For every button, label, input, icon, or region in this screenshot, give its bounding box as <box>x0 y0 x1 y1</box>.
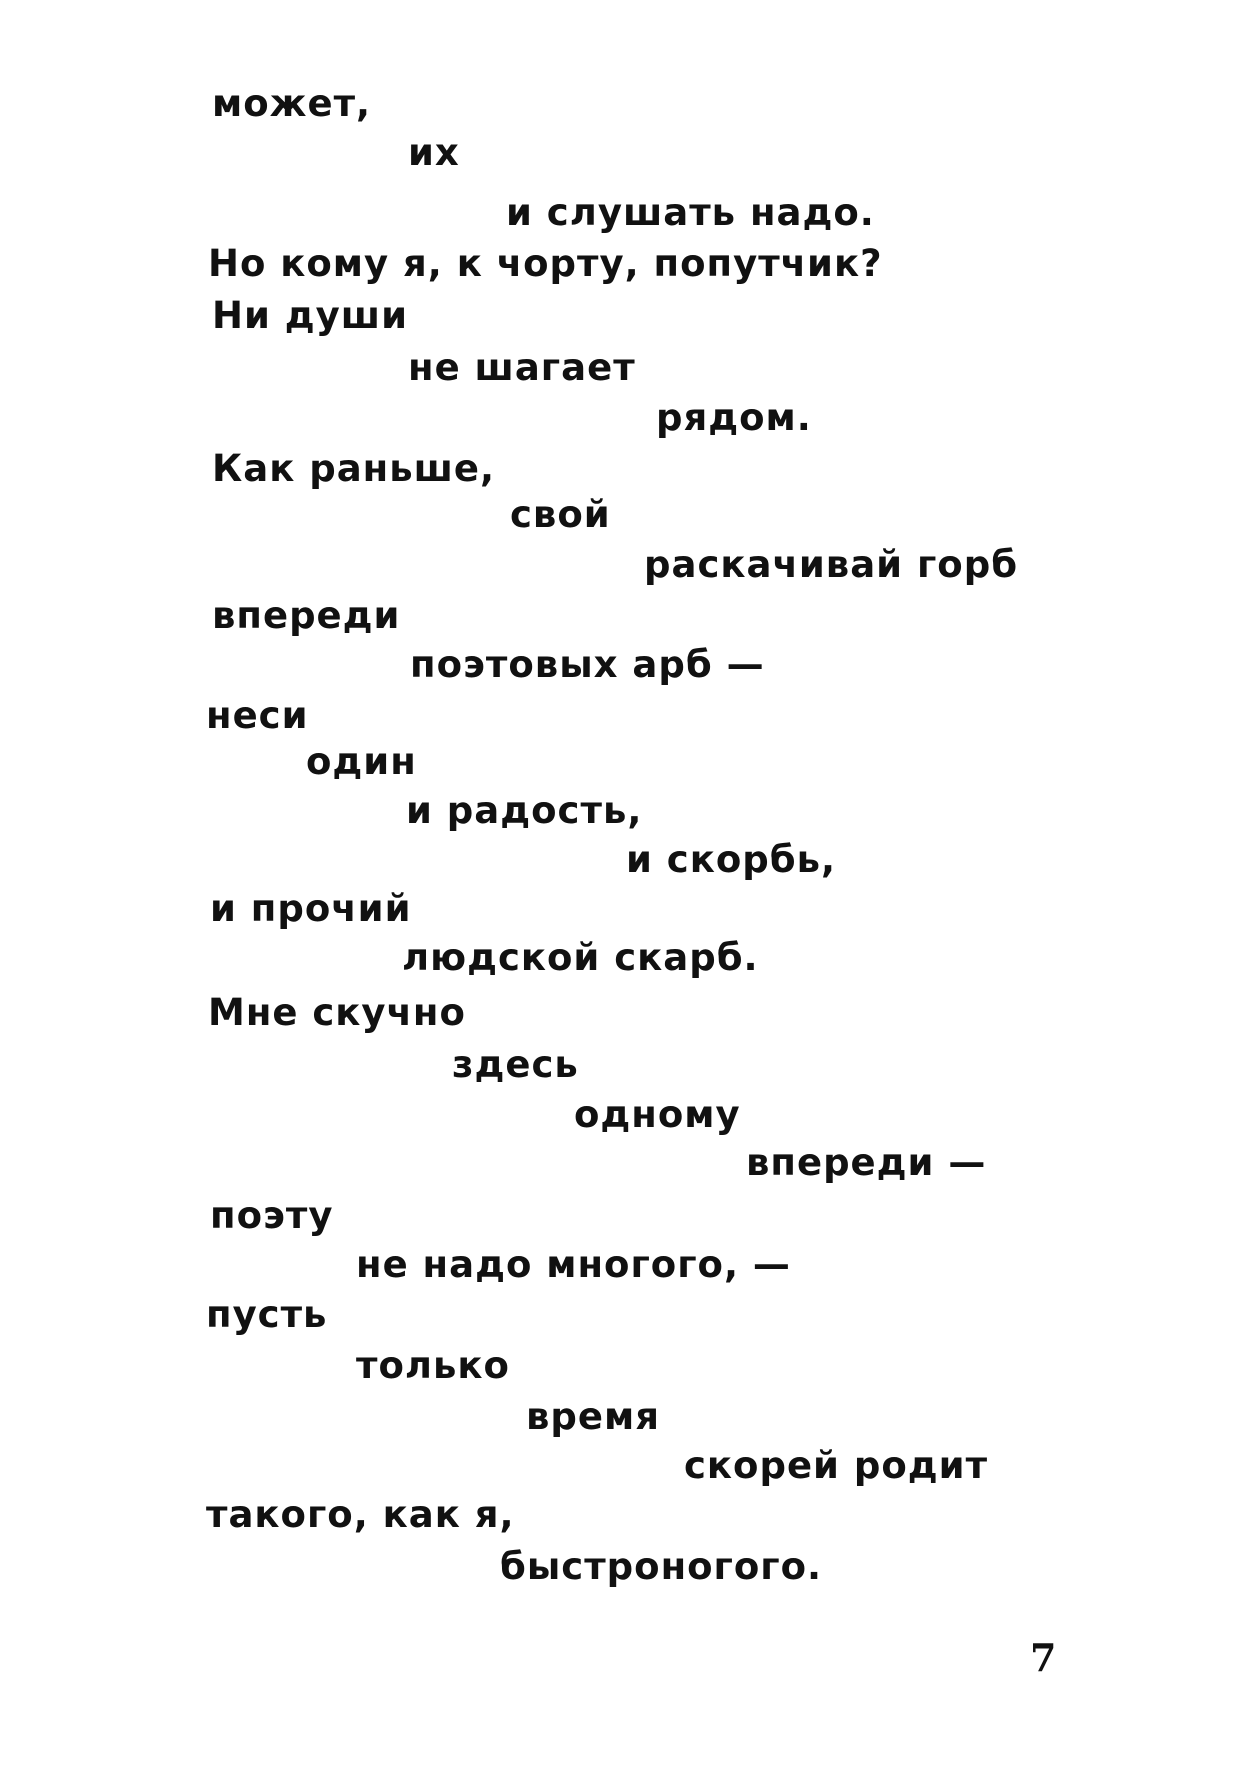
poem-line: их <box>408 131 460 174</box>
poem-line: впереди <box>212 594 401 637</box>
poem-line: не шагает <box>408 346 636 389</box>
poem-line: не надо многого, — <box>356 1243 791 1286</box>
poem-line: Мне скучно <box>208 991 466 1034</box>
poem-line: здесь <box>452 1043 579 1086</box>
poem-line: только <box>356 1344 510 1387</box>
poem-line: Ни души <box>212 294 408 337</box>
poem-line: время <box>526 1395 660 1438</box>
poem-line: может, <box>212 82 372 125</box>
poem-line: и радость, <box>406 789 643 832</box>
poem-line: раскачивай горб <box>644 543 1019 586</box>
poem-line: одному <box>574 1093 741 1136</box>
poem-line: и слушать надо. <box>506 191 875 234</box>
poem-line: быстроногого. <box>500 1545 823 1588</box>
poem-line: поэтовых арб — <box>410 643 765 686</box>
poem-line: пусть <box>206 1293 328 1336</box>
poem-line: Но кому я, к чорту, попутчик? <box>208 242 883 285</box>
poem-line: и прочий <box>210 887 412 930</box>
poem-line: такого, как я, <box>206 1493 515 1536</box>
poem-line: поэту <box>210 1194 334 1237</box>
poem-line: скорей родит <box>684 1444 989 1487</box>
page-number: 7 <box>1030 1635 1057 1680</box>
poem-line: рядом. <box>656 396 812 439</box>
poem-line: неси <box>206 694 309 737</box>
poem-line: Как раньше, <box>212 447 496 490</box>
poem-line: впереди — <box>746 1141 987 1184</box>
poem-line: людской скарб. <box>402 936 759 979</box>
poem-line: и скорбь, <box>626 838 837 881</box>
poem-line: один <box>306 740 417 783</box>
poem-line: свой <box>510 493 611 536</box>
